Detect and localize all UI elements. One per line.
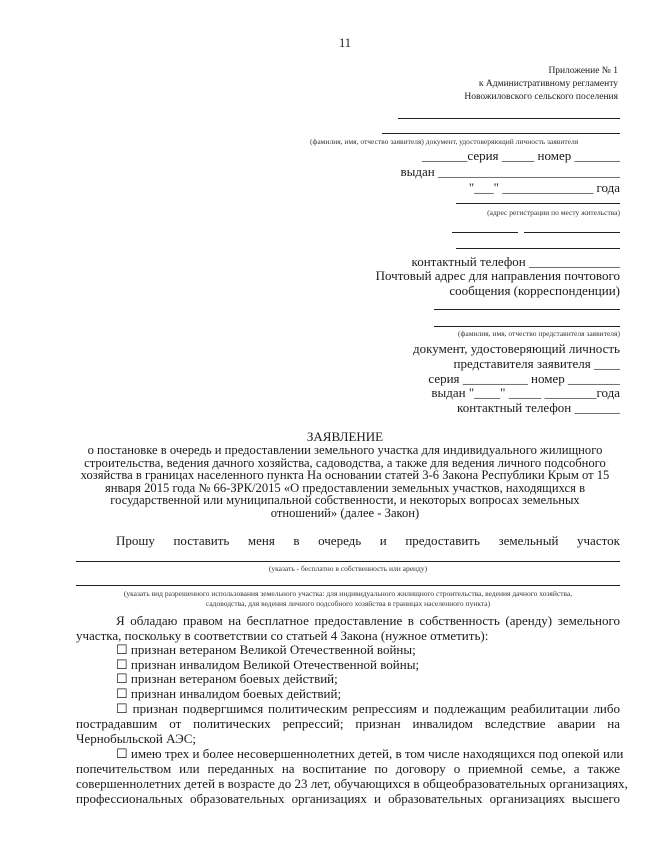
representative-series-number[interactable]: серия __________ номер ________ <box>428 371 620 386</box>
appendix-line-3: Новожиловского сельского поселения <box>464 92 618 102</box>
title-line: января 2015 года № 66-ЗРК/2015 «О предоставлении земельных участков, находящихся в <box>104 480 586 495</box>
applicant-address-line-2a[interactable] <box>452 232 518 233</box>
title-line: хозяйства в границах населенного пункта На основании статей 3-6 Закона Республики Крым от 15 <box>80 468 610 483</box>
checkbox-item-large-family[interactable]: ☐ имею трех и более несовершеннолетних детей, в том числе находящихся под опекой или <box>116 746 624 761</box>
checkbox-icon[interactable]: ☐ <box>116 686 128 701</box>
representative-doc-2[interactable]: представителя заявителя ____ <box>453 356 620 371</box>
applicant-address-hint: (адрес регистрации по месту жительства) <box>487 208 620 217</box>
applicant-address-line-2b[interactable] <box>524 232 620 233</box>
repressed-line-3: Чернобыльской АЭС; <box>76 731 197 746</box>
request-word: и <box>379 533 387 548</box>
title-line: государственной или муниципальной собственности, и некоторых вопросах земельных <box>110 493 580 508</box>
applicant-address-line[interactable] <box>456 203 620 204</box>
title-line: строительства, ведения дачного хозяйства, садоводства, а также для ведения личного подсобного <box>84 455 606 470</box>
representative-phone[interactable]: контактный телефон _______ <box>457 400 620 415</box>
request-word: в <box>293 533 300 548</box>
appendix-line-2: к Административному регламенту <box>478 79 618 89</box>
large-family-line-2: попечительством или переданных на воспитание по договору о приемной семье, а также <box>76 761 620 776</box>
applicant-issued-by[interactable]: выдан ____________________________ <box>400 164 620 179</box>
title-line: отношений» (далее - Закон) <box>270 505 420 520</box>
intro-line-2: участка, поскольку в соответствии со статьей 4 Закона (нужное отметить): <box>76 628 489 643</box>
representative-name-line[interactable] <box>434 326 620 327</box>
checkbox-item-wwii-veteran[interactable] <box>116 642 416 658</box>
request-word: участок <box>577 533 620 548</box>
applicant-series-number[interactable]: _______серия _____ номер _______ <box>421 148 620 163</box>
page-number: 11 <box>338 36 352 50</box>
checkbox-item-combat-veteran[interactable] <box>116 671 338 687</box>
request-word: поставить <box>173 533 230 548</box>
appendix-line-1: Приложение № 1 <box>548 66 618 76</box>
checkbox-label: признан ветераном боевых действий; <box>130 671 338 686</box>
applicant-issue-date[interactable]: "___" ______________ года <box>468 180 620 195</box>
permitted-use-hint-1: (указать вид разрешенного использования земельного участка: для индивидуального жилищного строительства, ведения дачного хозяйства, <box>123 589 573 598</box>
checkbox-icon[interactable]: ☐ <box>116 701 128 716</box>
representative-fio-hint: (фамилия, имя, отчество представителя заявителя) <box>458 329 620 338</box>
ownership-type-hint: (указать - бесплатно в собственность или аренду) <box>268 564 428 573</box>
large-family-line-4: профессиональных образовательных организациях и образовательных организациях высшего <box>76 791 620 806</box>
applicant-name-line[interactable] <box>398 118 620 119</box>
applicant-name-line-2[interactable] <box>382 133 620 134</box>
checkbox-item-combat-disabled[interactable] <box>116 686 341 702</box>
checkbox-label: признан ветераном Великой Отечественной войны; <box>130 642 416 657</box>
postal-address-line[interactable] <box>434 309 620 310</box>
request-word: очередь <box>318 533 362 548</box>
request-word: меня <box>247 533 275 548</box>
applicant-postal-2: сообщения (корреспонденции) <box>449 283 620 298</box>
permitted-use-line[interactable] <box>76 585 620 586</box>
request-line <box>116 533 620 549</box>
applicant-phone[interactable]: контактный телефон ______________ <box>411 254 620 269</box>
checkbox-icon[interactable]: ☐ <box>116 642 128 657</box>
checkbox-label: признан инвалидом Великой Отечественной войны; <box>130 657 420 672</box>
intro-line-1: Я обладаю правом на бесплатное предоставление в собственность (аренду) земельного <box>116 613 620 628</box>
repressed-line-2: пострадавшим от политических репрессий; признан инвалидом вследствие аварии на <box>76 716 620 731</box>
representative-doc-1: документ, удостоверяющий личность <box>413 341 620 356</box>
permitted-use-hint-2: садоводства, для ведения личного подсобного хозяйства в границах населенного пункта) <box>205 599 491 608</box>
checkbox-icon[interactable]: ☐ <box>116 671 128 686</box>
applicant-postal-1: Почтовый адрес для направления почтового <box>375 268 620 283</box>
representative-issued[interactable]: выдан "____" _____ ________года <box>431 385 620 400</box>
title-description <box>60 444 630 520</box>
checkbox-item-repressed[interactable]: ☐ признан подвергшимся политическим репрессиям и подлежащим реабилитации либо <box>116 701 621 716</box>
checkbox-icon[interactable]: ☐ <box>116 657 128 672</box>
ownership-type-line[interactable] <box>76 561 620 562</box>
applicant-fio-hint: (фамилия, имя, отчество заявителя) документ, удостоверяющий личность заявителя <box>310 137 579 146</box>
title-line: о постановке в очередь и предоставлении земельного участка для индивидуального жилищного <box>87 443 603 457</box>
request-word: Прошу <box>116 533 155 548</box>
request-word: предоставить <box>405 533 480 548</box>
applicant-address-line-3[interactable] <box>456 248 620 249</box>
large-family-line-3: совершеннолетних детей в возрасте до 23 лет, обучающихся в общеобразовательных организациях, <box>76 776 628 791</box>
document-title: ЗАЯВЛЕНИЕ <box>306 429 384 444</box>
checkbox-label: признан инвалидом боевых действий; <box>130 686 342 701</box>
checkbox-icon[interactable]: ☐ <box>116 746 128 761</box>
request-word: земельный <box>498 533 559 548</box>
